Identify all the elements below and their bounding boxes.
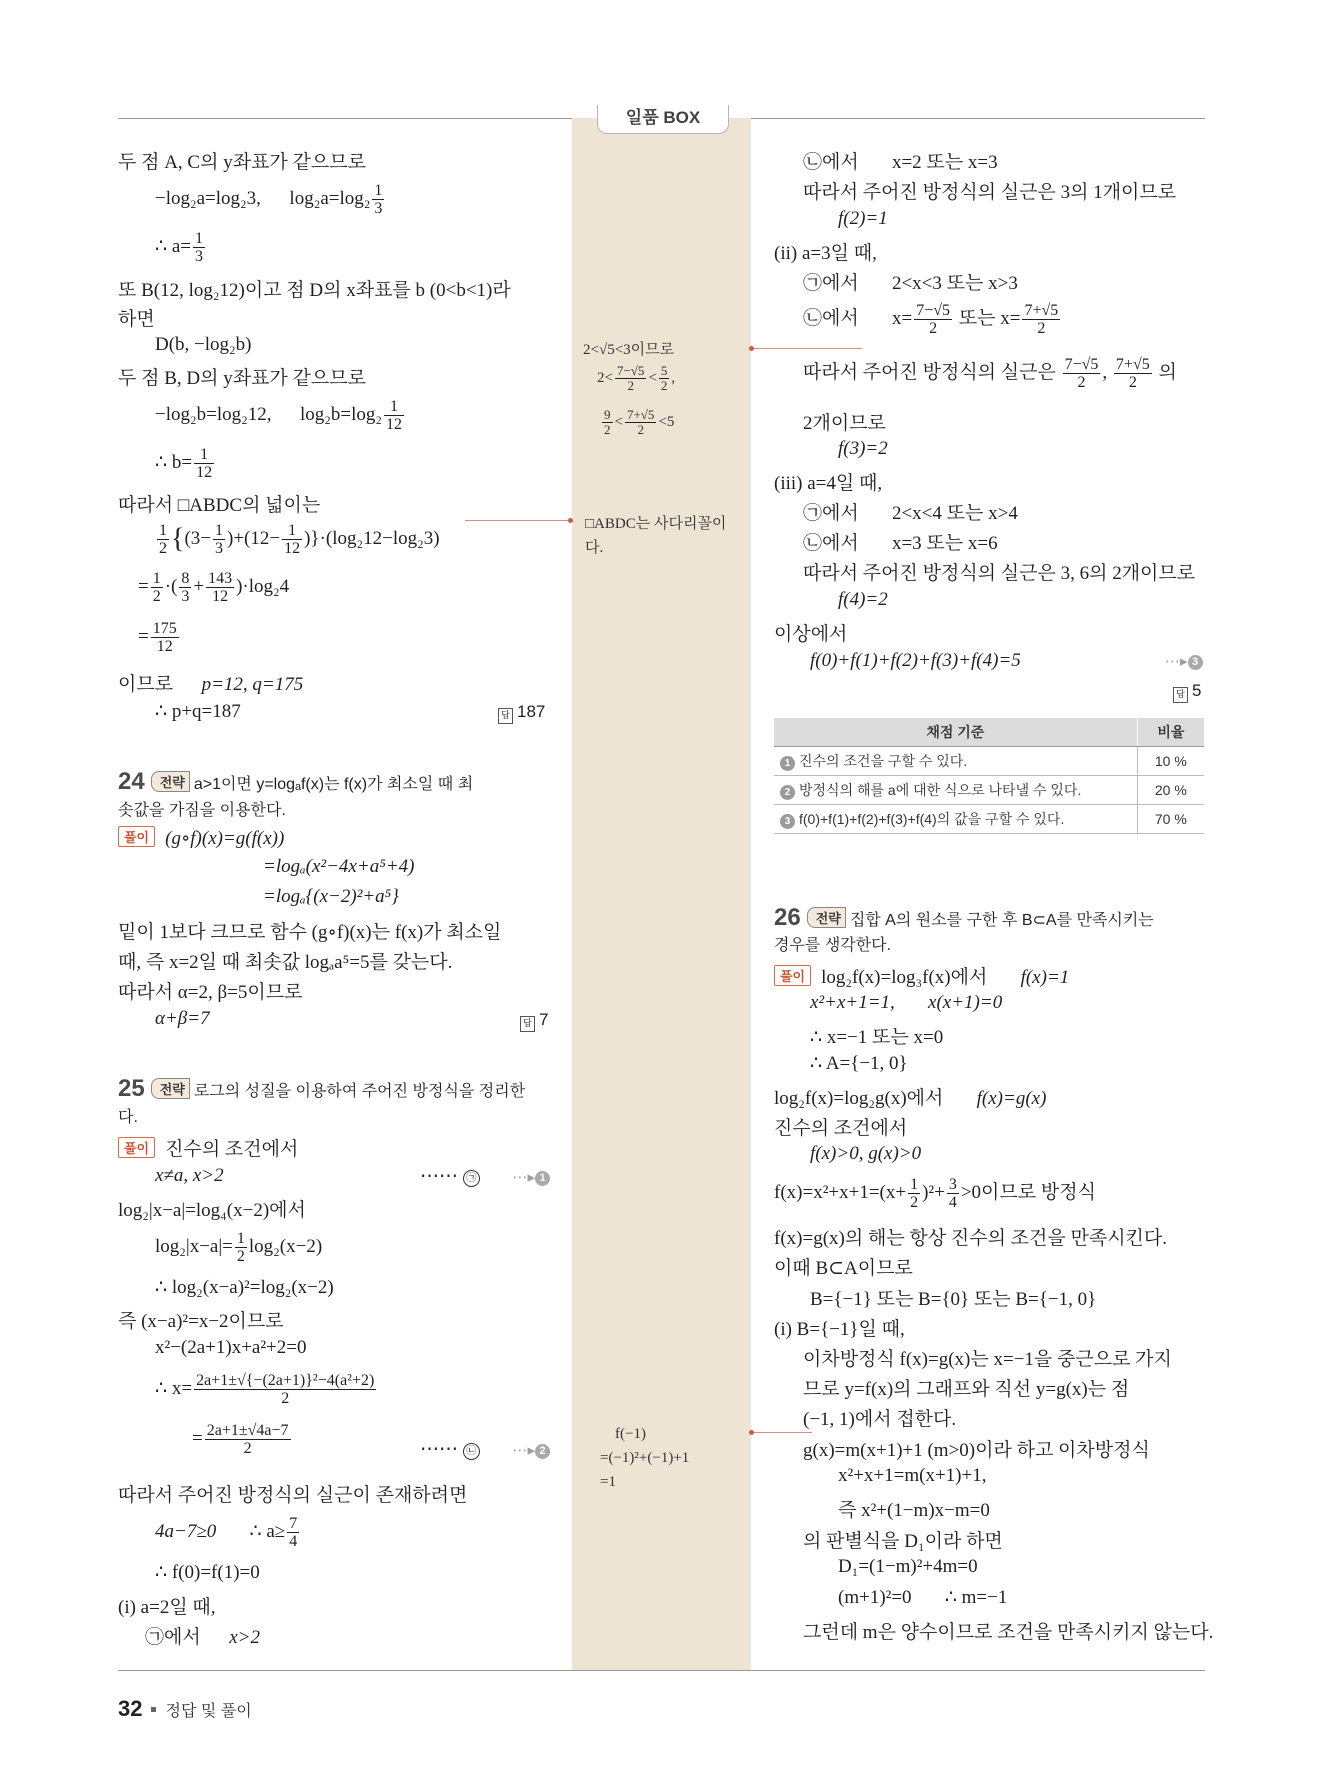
solution-tag: 풀이 — [774, 965, 811, 986]
memo-note-1c: $\frac{9}{2}$ < $\frac{7+√5}{2}$ <5 — [604, 407, 675, 437]
equation-line: ∴ p+q=187 — [155, 701, 241, 722]
strategy-tag: 전략 — [151, 771, 190, 792]
equation-line: =logₐ{(x−2)²+a⁵} — [263, 886, 399, 907]
problem-25-header: 25 전략 로그의 성질을 이용하여 주어진 방정식을 정리한 — [118, 1075, 526, 1102]
equation-line: = $\frac{1}{2}$ ·( $\frac{8}{3}$ + $\frac{143}{12}$ )·log₂4 — [138, 570, 290, 605]
memo-note-1a: 2<√5<3이므로 — [583, 342, 675, 358]
table-header-ratio: 비율 — [1137, 718, 1204, 747]
text-line: 따라서 주어진 방정식의 실근은 $\frac{7-√5}{2}$ , $\frac{7+√5}{2}$ 의 — [803, 356, 1177, 391]
text-line: 다. — [118, 1109, 138, 1126]
answer-23: 답 187 — [498, 702, 545, 724]
equation-line: α+β=7 — [155, 1008, 210, 1029]
text-line: 밑이 1보다 크므로 함수 (g∘f)(x)는 f(x)가 최소일 — [118, 922, 502, 943]
equation-line: ∴ A={−1, 0} — [810, 1053, 908, 1074]
equation-line: ∴ a= $\frac{1}{3}$ — [155, 230, 203, 265]
problem-26-header: 26 전략 집합 A의 원소를 구한 후 B⊂A를 만족시키는 — [774, 904, 1154, 931]
memo-leader-3 — [752, 1432, 812, 1433]
solution-line: 풀이 log₂f(x)=log₃f(x)에서 f(x)=1 — [774, 962, 1069, 989]
text-line: (i) B={−1}일 때, — [774, 1319, 905, 1340]
equation-line: =logₐ(x²−4x+a⁵+4) — [263, 856, 415, 877]
equation-line: x²−(2a+1)x+a²+2=0 — [155, 1337, 307, 1358]
table-row: 3 f(0)+f(1)+f(2)+f(3)+f(4)의 값을 구할 수 있다. 70 % — [774, 805, 1204, 834]
text-line: 때, 즉 x=2일 때 최솟값 logₐa⁵=5를 갖는다. — [118, 952, 453, 973]
text-line: (i) a=2일 때, — [118, 1597, 216, 1618]
equation-line: ㉠에서 2<x<3 또는 x>3 — [803, 273, 1018, 294]
text-line: 또 B(12, log₂12)이고 점 D의 x좌표를 b (0<b<1)라 — [118, 280, 511, 301]
memo-leader-2 — [465, 520, 572, 521]
text-line: 므로 y=f(x)의 그래프와 직선 y=g(x)는 점 — [803, 1379, 1130, 1400]
text-line: (iii) a=4일 때, — [774, 473, 883, 494]
equation-line: = $\frac{175}{12}$ — [138, 620, 177, 655]
equation-line: f(0)+f(1)+f(2)+f(3)+f(4)=5 — [810, 650, 1021, 671]
memo-note-3c: =1 — [600, 1474, 616, 1490]
text-line: f(x)=g(x)의 해는 항상 진수의 조건을 만족시킨다. — [774, 1228, 1168, 1249]
solution-line: 풀이 (g∘f)(x)=g(f(x)) — [118, 826, 284, 850]
answer-24: 답 7 — [520, 1010, 548, 1032]
equation-line: ㉡에서 x= $\frac{7-√5}{2}$ 또는 x= $\frac{7+√5}{2}$ — [803, 302, 1059, 337]
memo-box-label: 일품 BOX — [597, 105, 729, 134]
text-line: 두 점 B, D의 y좌표가 같으므로 — [118, 368, 366, 389]
equation-line: = $\frac{2a+1\pm√4a-7}{2}$ — [192, 1422, 289, 1457]
table-row: 1 진수의 조건을 구할 수 있다. 10 % — [774, 747, 1204, 776]
text-line: 이므로 p=12, q=175 — [118, 674, 304, 695]
solution-line: 풀이 진수의 조건에서 — [118, 1134, 298, 1161]
equation-line: f(2)=1 — [838, 208, 888, 229]
equation-line: log₂|x−a|= $\frac{1}{2}$ log₂(x−2) — [155, 1230, 323, 1265]
text-line: 이차방정식 f(x)=g(x)는 x=−1을 중근으로 가지 — [803, 1349, 1172, 1370]
text-line: 따라서 주어진 방정식의 실근은 3, 6의 2개이므로 — [803, 563, 1196, 584]
memo-leader-1 — [752, 348, 862, 349]
equation-line: D(b, −log₂b) — [155, 334, 252, 355]
equation-marker: ⋯⋯ ㉡ ⋯▸ 2 — [420, 1438, 550, 1461]
equation-line: x²+x+1=1, x(x+1)=0 — [810, 992, 1003, 1013]
text-line: (−1, 1)에서 접한다. — [803, 1409, 957, 1430]
text-line: 2개이므로 — [803, 413, 886, 434]
equation-line: ∴ x= $\frac{\text{2a+1±√\{−(2a+1)\}²−4(a²+2)}}{2}$ — [155, 1372, 375, 1407]
scoring-table — [774, 718, 1204, 834]
memo-note-3b: =(−1)²+(−1)+1 — [600, 1450, 690, 1466]
memo-leader-dot-3 — [749, 1430, 754, 1435]
equation-line: log₂|x−a|=log₄(x−2)에서 — [118, 1200, 306, 1221]
equation-line: −log₂a=log₂3, log₂a=log₂ $\frac{1}{3}$ — [155, 182, 383, 217]
equation-line: ㉡에서 x=3 또는 x=6 — [803, 533, 998, 554]
equation-line: x≠a, x>2 — [155, 1165, 224, 1186]
equation-line: $\frac{1}{2}$ {(3− $\frac{1}{3}$ )+(12− $\frac{1}{12}$ )}·(log₂12−log₂3) — [159, 522, 440, 557]
page-number: 32 — [118, 1696, 143, 1721]
strategy-tag: 전략 — [807, 907, 846, 928]
equation-line: ∴ log₂(x−a)²=log₂(x−2) — [155, 1277, 334, 1298]
equation-line: f(4)=2 — [838, 589, 888, 610]
memo-note-2b: 다. — [585, 540, 604, 556]
equation-line: −log₂b=log₂12, log₂b=log₂ $\frac{1}{12}$ — [155, 398, 403, 433]
solution-tag: 풀이 — [118, 826, 155, 847]
table-header-criteria: 채점 기준 — [774, 718, 1137, 747]
equation-line: x²+x+1=m(x+1)+1, — [838, 1465, 987, 1486]
equation-line: ㉠에서 2<x<4 또는 x>4 — [803, 503, 1018, 524]
equation-line: ∴ x=−1 또는 x=0 — [810, 1027, 944, 1048]
equation-line: f(x)=x²+x+1=(x+ $\frac{1}{2}$ )²+ $\frac{3}{4}$ >0이므로 방정식 — [774, 1176, 1096, 1211]
equation-line: 4a−7≥0 ∴ a≥ $\frac{7}{4}$ — [155, 1515, 298, 1550]
text-line: 따라서 주어진 방정식의 실근이 존재하려면 — [118, 1485, 468, 1506]
problem-24-header: 24 전략 a>1이면 y=logₐf(x)는 f(x)가 최소일 때 최 — [118, 768, 474, 795]
footer-title: 정답 및 풀이 — [165, 1703, 252, 1720]
answer-25: 답 5 — [1173, 681, 1201, 703]
solution-tag: 풀이 — [118, 1137, 155, 1158]
memo-leader-dot-1 — [749, 346, 754, 351]
text-line: 따라서 □ABDC의 넓이는 — [118, 495, 321, 516]
text-line: g(x)=m(x+1)+1 (m>0)이라 하고 이차방정식 — [803, 1440, 1150, 1461]
equation-line: ∴ b= $\frac{1}{12}$ — [155, 446, 213, 481]
step-marker: ⋯▸ 3 — [1165, 650, 1203, 672]
page-footer — [118, 1696, 252, 1722]
equation-line: ㉠에서 x>2 — [145, 1627, 260, 1648]
text-line: 의 판별식을 D₁이라 하면 — [803, 1531, 1003, 1552]
bottom-rule — [118, 1670, 1205, 1671]
equation-line: ∴ f(0)=f(1)=0 — [155, 1562, 260, 1583]
strategy-tag: 전략 — [151, 1078, 190, 1099]
equation-line: 즉 x²+(1−m)x−m=0 — [838, 1500, 990, 1521]
text-line: 솟값을 가짐을 이용한다. — [118, 802, 286, 819]
memo-note-1b: 2< $\frac{7-√5}{2}$ < $\frac{5}{2}$ , — [597, 363, 676, 393]
memo-note-2a: □ABDC는 사다리꼴이 — [585, 516, 727, 532]
equation-line: (m+1)²=0 ∴ m=−1 — [838, 1587, 1008, 1608]
text-line: 따라서 α=2, β=5이므로 — [118, 982, 303, 1003]
text-line: 이때 B⊂A이므로 — [774, 1258, 913, 1279]
equation-line: ㉡에서 x=2 또는 x=3 — [803, 152, 998, 173]
footer-separator — [151, 1707, 156, 1712]
text-line: 즉 (x−a)²=x−2이므로 — [118, 1311, 284, 1332]
memo-note-3a: f(−1) — [615, 1426, 646, 1442]
equation-line: f(3)=2 — [838, 438, 888, 459]
text-line: 하면 — [118, 309, 155, 330]
answer-icon: 답 — [520, 1016, 535, 1032]
text-line: 이상에서 — [774, 624, 848, 645]
table-row: 2 방정식의 해를 a에 대한 식으로 나타낼 수 있다. 20 % — [774, 776, 1204, 805]
equation-line: log₂f(x)=log₂g(x)에서 f(x)=g(x) — [774, 1088, 1047, 1109]
memo-leader-dot-2 — [568, 518, 573, 523]
text-line: 경우를 생각한다. — [774, 937, 892, 954]
equation-line: D₁=(1−m)²+4m=0 — [838, 1556, 978, 1577]
equation-marker: ⋯⋯ ㉠ ⋯▸ 1 — [420, 1165, 550, 1188]
text-line: (ii) a=3일 때, — [774, 243, 877, 264]
text-line: 따라서 주어진 방정식의 실근은 3의 1개이므로 — [803, 182, 1177, 203]
text-line: 두 점 A, C의 y좌표가 같으므로 — [118, 152, 366, 173]
equation-line: f(x)>0, g(x)>0 — [810, 1143, 922, 1164]
text-line: 그런데 m은 양수이므로 조건을 만족시키지 않는다. — [803, 1622, 1214, 1643]
answer-icon: 답 — [498, 708, 513, 724]
answer-icon: 답 — [1173, 687, 1188, 703]
text-line: 진수의 조건에서 — [774, 1118, 908, 1139]
equation-line: B={−1} 또는 B={0} 또는 B={−1, 0} — [810, 1289, 1097, 1310]
